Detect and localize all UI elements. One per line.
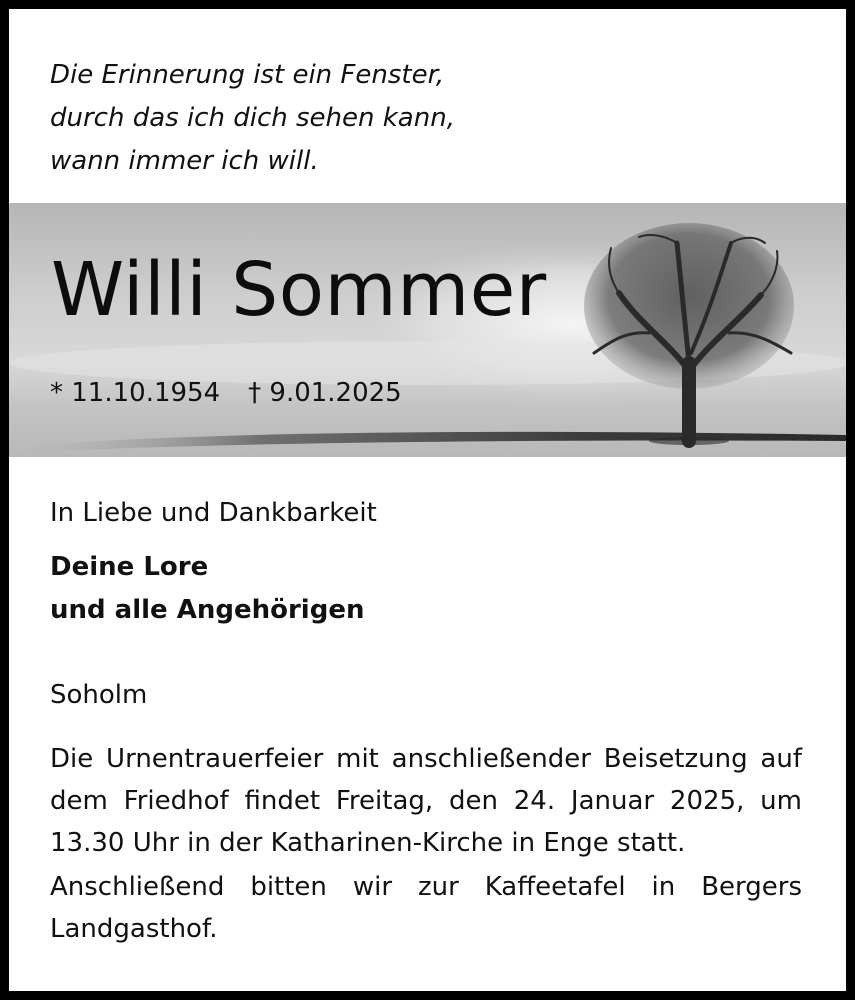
deceased-name: Willi Sommer: [51, 247, 547, 333]
name-banner: [9, 203, 846, 457]
poem-line: wann immer ich will.: [50, 146, 319, 176]
life-dates: [50, 373, 402, 413]
mourner-line: und alle Angehörigen: [50, 595, 365, 625]
poem-line: Die Erinnerung ist ein Fenster,: [50, 60, 445, 90]
place-name: Soholm: [50, 680, 148, 710]
service-details: Die Urnentrauerfeier mit anschließender Beisetzung auf dem Friedhof findet Freitag, den 24. Januar 2025, um 13.30 Uhr in der Katharinen-Kirche in Enge statt.: [50, 744, 802, 858]
mourner-line: Deine Lore: [50, 552, 209, 582]
memorial-poem: [50, 54, 455, 183]
mourners: [50, 546, 364, 632]
birth-date: * 11.10.1954: [50, 378, 221, 408]
death-date: † 9.01.2025: [248, 378, 402, 408]
tribute-line: In Liebe und Dankbarkeit: [50, 498, 377, 528]
poem-line: durch das ich dich sehen kann,: [50, 103, 455, 133]
reception-details: Anschließend bitten wir zur Kaffeetafel in Bergers Landgasthof.: [50, 872, 802, 944]
